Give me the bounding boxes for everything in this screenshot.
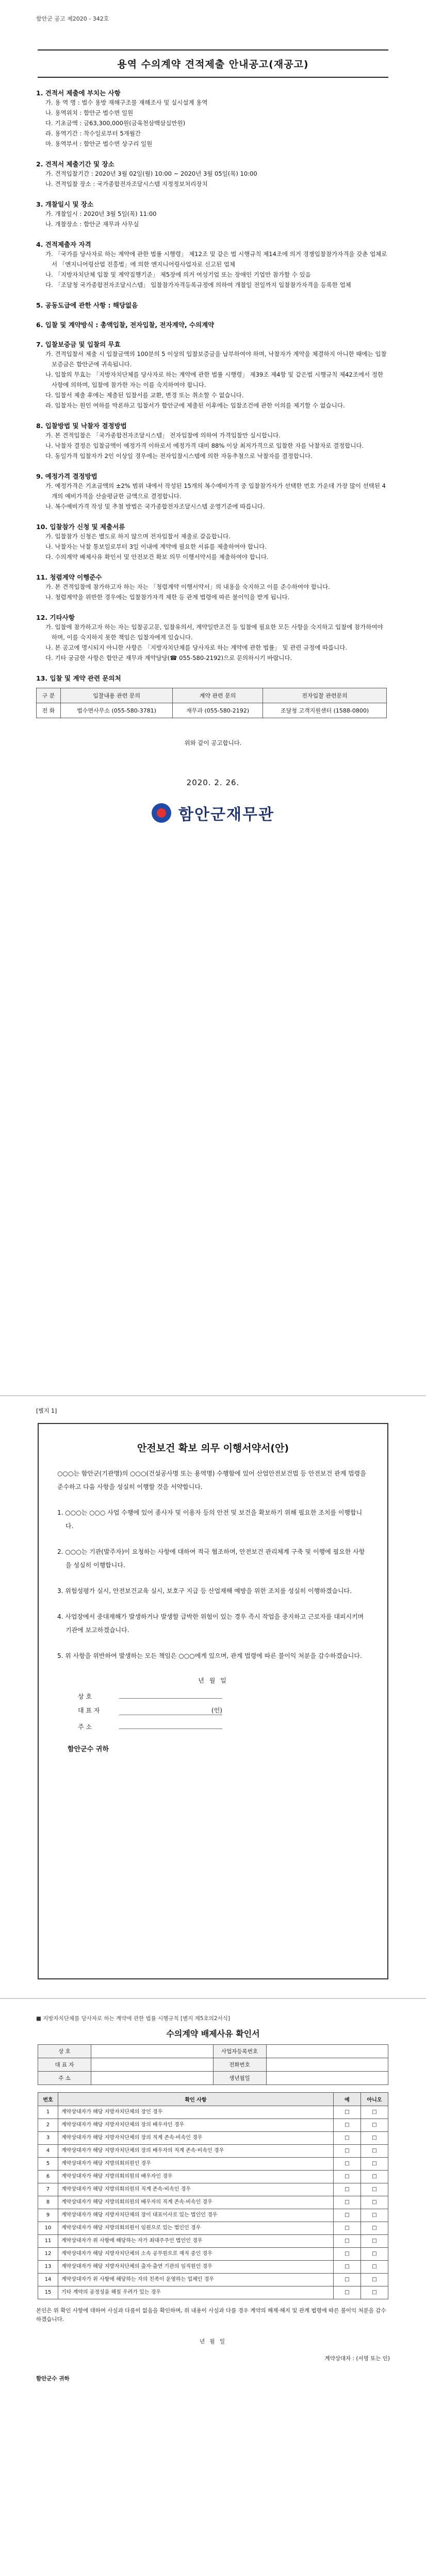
sign-value[interactable]: (인) [119, 1706, 222, 1715]
info-value[interactable] [266, 2045, 388, 2058]
info-value[interactable] [91, 2045, 214, 2058]
check-yes-box[interactable]: □ [334, 2196, 361, 2209]
check-item: 계약상대자가 해당 지방의회의원인 경우 [58, 2158, 334, 2171]
contact-header: 입찰내용 관련 문의 [61, 688, 173, 703]
check-item: 기타 계약의 공정성을 해칠 우려가 있는 경우 [58, 2286, 334, 2299]
info-value[interactable] [266, 2072, 388, 2085]
sign-label: 주 소 [78, 1723, 92, 1731]
closing-text: 위와 같이 공고합니다. [184, 739, 242, 747]
pledge-paragraph: ○○○는 함안군(기관명)의 ○○○(건설공사명 또는 용역명) 수행함에 있어 산업안전보건법 등 안전보건 관계 법령을 준수하고 다음 사항을 성실히 이행할 것을 서약합니다. [57, 1470, 366, 1490]
check-no-box[interactable]: □ [361, 2261, 388, 2274]
info-label: 생년월일 [213, 2072, 266, 2085]
check-number: 4 [38, 2145, 58, 2158]
check-item: 계약상대자가 해당 지방자치단체의 장인 경우 [58, 2106, 334, 2119]
check-item: 계약상대자가 해당 지방자치단체의 소속 공무원으로 재직 중인 경우 [58, 2248, 334, 2261]
section-line: 나. 낙찰자 결정은 입찰금액이 예정가격 이하로서 예정가격 대비 88% 이상 최저가격으로 입찰한 자를 낙찰자로 결정합니다. [45, 442, 364, 449]
check-item: 계약상대자가 해당 지방자치단체의 장의 배우자인 경우 [58, 2119, 334, 2132]
check-row [38, 2106, 388, 2119]
pledge-sign-date: 년 월 일 [198, 1677, 228, 1684]
check-no-box[interactable]: □ [361, 2209, 388, 2222]
check-number: 11 [38, 2235, 58, 2248]
section-line: 나. 입찰의 무효는 「지방자치단체를 당사자로 하는 계약에 관한 법률 시행령」 제39조 제4항 및 같은법 시행규칙 제42조에서 정한 사항에 의하며, 입찰에 참가한 자는 이를 숙지하여야 합니다. [45, 371, 383, 388]
check-item: 계약상대자가 해당 지방의회의원의 직계 존속·비속인 경우 [58, 2183, 334, 2196]
checklist-title: 수의계약 배제사유 확인서 [166, 2029, 260, 2039]
section-line: 나. 용역위치 : 함안군 법수면 일원 [45, 109, 134, 116]
check-number: 14 [38, 2274, 58, 2286]
check-item: 계약상대자가 해당 지방자치단체의 장이 대표이사로 있는 법인인 경우 [58, 2209, 334, 2222]
check-no-box[interactable]: □ [361, 2158, 388, 2171]
check-number: 7 [38, 2183, 58, 2196]
section-line: 나. 청렴계약을 위반한 경우에는 입찰참가자격 제한 등 관계 법령에 따른 불이익을 받게 됩니다. [45, 594, 290, 601]
contact-cell: 법수면사무소 (055-580-3781) [61, 703, 173, 718]
check-yes-box[interactable]: □ [334, 2183, 361, 2196]
check-item: 계약상대자가 해당 지방의회의원의 배우자인 경우 [58, 2171, 334, 2183]
section-line: 나. 개찰장소 : 함안군 재무과 사무실 [45, 221, 139, 228]
section-line: 가. 「국가를 당사자로 하는 계약에 관한 법률 시행령」 제12조 및 같은 법 시행규칙 제14조에 의거 경쟁입찰참가자격을 갖춘 업체로서 「엔지니어링산업 진흥법」에 의한 엔지니어링사업자로 신고된 업체 [45, 250, 387, 268]
confirmation-date: 년 월 일 [199, 2338, 227, 2345]
confirmation-signature: 계약상대자 : (서명 또는 인) [324, 2355, 390, 2362]
pledge-paragraph: 1. ○○○는 ○○○ 사업 수행에 있어 종사자 및 이용자 등의 안전 및 보건을 확보하기 위해 필요한 조치를 이행합니다. [57, 1509, 363, 1530]
check-item: 계약상대자가 해당 지방자치단체의 장의 배우자의 직계 존속·비속인 경우 [58, 2145, 334, 2158]
check-no-box[interactable]: □ [361, 2145, 388, 2158]
check-no-box[interactable]: □ [361, 2274, 388, 2286]
check-yes-box[interactable]: □ [334, 2145, 361, 2158]
check-no-box[interactable]: □ [361, 2286, 388, 2299]
contractor-info-table [38, 2044, 388, 2085]
check-no-box[interactable]: □ [361, 2171, 388, 2183]
pledge-title: 안전보건 확보 의무 이행서약서(안) [137, 1443, 289, 1454]
section-line: 다. 수의계약 배제사유 확인서 및 안전보건 확보 의무 이행서약서를 제출하여야 합니다. [45, 553, 269, 561]
check-row [38, 2119, 388, 2132]
contact-header: 구 분 [37, 688, 61, 703]
check-no-box[interactable]: □ [361, 2196, 388, 2209]
check-no-box[interactable]: □ [361, 2132, 388, 2145]
check-number: 15 [38, 2286, 58, 2299]
check-number: 9 [38, 2209, 58, 2222]
sign-label: 대 표 자 [78, 1707, 100, 1714]
check-header-row [38, 2093, 388, 2106]
section-heading: 1. 견적서 제출에 부치는 사항 [36, 89, 121, 97]
check-header: 확인 사항 [58, 2093, 334, 2106]
check-yes-box[interactable]: □ [334, 2209, 361, 2222]
notice-title: 용역 수의계약 견적제출 안내공고(재공고) [38, 49, 388, 78]
section-heading: 12. 기타사항 [36, 614, 75, 621]
county-emblem-icon [152, 803, 171, 823]
info-value[interactable] [266, 2058, 388, 2072]
section-line: 나. 본 공고에 명시되지 아니한 사항은 「지방자치단체를 당사자로 하는 계약에 관한 법률」 및 관련 규정에 따릅니다. [45, 644, 348, 651]
pledge-paragraph: 4. 사업장에서 중대재해가 발생하거나 발생할 급박한 위험이 있는 경우 즉시 작업을 중지하고 근로자를 대피시키며 기관에 보고하겠습니다. [57, 1613, 364, 1634]
section-heading: 7. 입찰보증금 및 입찰의 무효 [36, 341, 121, 348]
check-row [38, 2196, 388, 2209]
info-label: 주 소 [38, 2072, 91, 2085]
issuer-block [36, 802, 390, 824]
check-item: 계약상대자가 위 사항에 해당하는 자의 친족이 운영하는 업체인 경우 [58, 2274, 334, 2286]
check-yes-box[interactable]: □ [334, 2235, 361, 2248]
check-number: 13 [38, 2261, 58, 2274]
section-heading: 2. 견적서 제출기간 및 장소 [36, 160, 114, 168]
check-no-box[interactable]: □ [361, 2222, 388, 2235]
contact-cell: 조달청 고객지원센터 (1588-0800) [263, 703, 387, 718]
pledge-paragraph: 3. 위험성평가 실시, 안전보건교육 실시, 보호구 지급 등 산업재해 예방을 위한 조치를 성실히 이행하겠습니다. [57, 1587, 352, 1595]
check-number: 3 [38, 2132, 58, 2145]
section-line: 라. 용역기간 : 착수일로부터 5개월간 [45, 130, 141, 137]
section-line: 가. 견적입찰서 제출 시 입찰금액의 100분의 5 이상의 입찰보증금을 납부하여야 하며, 낙찰자가 계약을 체결하지 아니한 때에는 입찰보증금은 함안군에 귀속됩니다. [45, 350, 387, 368]
notice-sections [36, 88, 390, 663]
section-line: 가. 입찰에 참가하고자 하는 자는 입찰공고문, 입찰유의서, 계약일반조건 등 입찰에 필요한 모든 사항을 숙지하고 입찰에 참가하여야 하며, 이를 숙지하지 못한 책임은 입찰자에게 있습니다. [45, 623, 383, 641]
section-line: 나. 복수예비가격 작성 및 추첨 방법은 국가종합전자조달시스템 운영기준에 따릅니다. [45, 503, 265, 510]
section-heading: 5. 공동도급에 관한 사항 : 해당없음 [36, 301, 138, 309]
contact-heading: 13. 입찰 및 계약 관련 문의처 [36, 674, 121, 682]
check-row [38, 2286, 388, 2299]
check-row [38, 2209, 388, 2222]
check-row [38, 2248, 388, 2261]
check-number: 6 [38, 2171, 58, 2183]
check-row [38, 2171, 388, 2183]
check-number: 8 [38, 2196, 58, 2209]
check-header: 번호 [38, 2093, 58, 2106]
contact-cell: 재무과 (055-580-2192) [173, 703, 263, 718]
check-row [38, 2132, 388, 2145]
section-heading: 11. 청렴계약 이행준수 [36, 573, 102, 581]
section-line: 가. 개찰일시 : 2020년 3월 5일(목) 11:00 [45, 210, 157, 217]
section-line: 나. 견적입찰 장소 : 국가종합전자조달시스템 지정정보처리장치 [45, 180, 208, 188]
section-heading: 8. 입찰방법 및 낙찰자 결정방법 [36, 422, 127, 430]
sign-value[interactable] [119, 1690, 222, 1699]
check-yes-box[interactable]: □ [334, 2222, 361, 2235]
check-no-box[interactable]: □ [361, 2248, 388, 2261]
confirmation-note: 본인은 위 확인 사항에 대하여 사실과 다름이 없음을 확인하며, 위 내용이 사실과 다를 경우 계약의 해제·해지 및 관계 법령에 따른 불이익 처분을 감수하겠습니다. [36, 2308, 386, 2323]
check-row [38, 2222, 388, 2235]
section-heading: 3. 개찰일시 및 장소 [36, 200, 94, 208]
sign-value[interactable] [119, 1720, 222, 1729]
info-label: 전화번호 [213, 2058, 266, 2072]
check-item: 계약상대자가 해당 지방자치단체의 출자·출연 기관의 임직원인 경우 [58, 2261, 334, 2274]
info-row [38, 2058, 388, 2072]
check-row [38, 2183, 388, 2196]
check-no-box[interactable]: □ [361, 2106, 388, 2119]
info-label: 상 호 [38, 2045, 91, 2058]
form-reference: ■ 지방자치단체를 당사자로 하는 계약에 관한 법률 시행규칙 [별지 제5호의2서식] [36, 2015, 230, 2022]
check-row [38, 2158, 388, 2171]
check-yes-box[interactable]: □ [334, 2106, 361, 2119]
section-line: 다. 동일가격 입찰자가 2인 이상일 경우에는 전자입찰시스템에 의한 자동추첨으로 낙찰자를 결정합니다. [45, 452, 313, 460]
check-yes-box[interactable]: □ [334, 2248, 361, 2261]
pledge-page [0, 1396, 426, 1999]
section-heading: 10. 입찰참가 신청 및 제출서류 [36, 523, 125, 531]
check-number: 12 [38, 2248, 58, 2261]
pledge-paragraph: 5. 위 사항을 위반하여 발생하는 모든 책임은 ○○○에게 있으며, 관계 법령에 따른 불이익 처분을 감수하겠습니다. [57, 1652, 362, 1659]
check-number: 10 [38, 2222, 58, 2235]
pledge-frame [38, 1423, 388, 1979]
section-line: 가. 용 역 명 : 법수 용방 재해구조물 재해조사 및 실시설계 용역 [45, 99, 208, 106]
notice-number: 함안군 공고 제2020 - 342호 [36, 15, 109, 22]
pledge-sign-block [57, 1690, 369, 1731]
contact-row [37, 703, 387, 718]
section-heading: 6. 입찰 및 계약방식 : 총액입찰, 전자입찰, 전자계약, 수의계약 [36, 321, 215, 329]
sign-row [78, 1690, 369, 1701]
info-row [38, 2045, 388, 2058]
sign-row [78, 1706, 369, 1715]
check-number: 5 [38, 2158, 58, 2171]
check-yes-box[interactable]: □ [334, 2171, 361, 2183]
contact-header: 전자입찰 관련문의 [263, 688, 387, 703]
check-yes-box[interactable]: □ [334, 2158, 361, 2171]
contact-cell: 전 화 [37, 703, 61, 718]
check-number: 1 [38, 2106, 58, 2119]
checklist-page [0, 1999, 426, 2576]
section-line: 가. 견적입찰기간 : 2020년 3월 02일(월) 10:00 ~ 2020년 3월 05일(목) 10:00 [45, 170, 257, 177]
check-yes-box[interactable]: □ [334, 2286, 361, 2299]
attachment-label: [별지 1] [36, 1408, 57, 1414]
section-heading: 4. 견적제출자 자격 [36, 241, 91, 248]
check-yes-box[interactable]: □ [334, 2261, 361, 2274]
check-item: 계약상대자가 해당 지방의회의원이 임원으로 있는 법인인 경우 [58, 2222, 334, 2235]
check-yes-box[interactable]: □ [334, 2119, 361, 2132]
check-item: 계약상대자가 위 사항에 해당하는 자가 최대주주인 법인인 경우 [58, 2235, 334, 2248]
section-line: 가. 본 견적입찰은 「국가종합전자조달시스템」 전자입찰에 의하여 가격입찰만 실시합니다. [45, 432, 281, 439]
check-no-box[interactable]: □ [361, 2119, 388, 2132]
section-line: 라. 입찰자는 원인 여하를 막론하고 입찰서가 함안군에 제출된 이후에는 입찰조건에 관한 이의를 제기할 수 없습니다. [45, 402, 345, 409]
section-line: 다. 기타 궁금한 사항은 함안군 재무과 계약담당(☎ 055-580-2192)으로 문의하시기 바랍니다. [45, 654, 292, 662]
section-line: 가. 입찰참가 신청은 별도로 하지 않으며 전자입찰서 제출로 갈음합니다. [45, 533, 231, 540]
section-line: 다. 기초금액 : 금63,300,000원(금육천삼백삼십만원) [45, 120, 186, 127]
section-line: 마. 용역부서 : 함안군 법수면 상구리 일원 [45, 140, 153, 147]
check-header: 예 [334, 2093, 361, 2106]
section-line: 다. 「조달청 국가종합전자조달시스템」 입찰참가자격등록규정에 의하여 개찰일 전일까지 입찰참가자격을 등록한 업체 [45, 281, 351, 289]
sign-row [78, 1720, 369, 1731]
sign-label: 상 호 [78, 1693, 92, 1700]
pledge-recipient: 함안군수 귀하 [68, 1745, 109, 1753]
info-label: 대 표 자 [38, 2058, 91, 2072]
section-line: 다. 입찰서 제출 후에는 제출된 입찰서를 교환, 변경 또는 취소할 수 없습니다. [45, 392, 244, 399]
check-no-box[interactable]: □ [361, 2183, 388, 2196]
check-number: 2 [38, 2119, 58, 2132]
exclusion-check-table [38, 2092, 388, 2299]
info-row [38, 2072, 388, 2085]
check-header: 아니오 [361, 2093, 388, 2106]
check-yes-box[interactable]: □ [334, 2274, 361, 2286]
section-line: 나. 「지방자치단체 입찰 및 계약집행기준」 제5장에 의거 여성기업 또는 장애인 기업만 참가할 수 있음 [45, 271, 311, 278]
contact-table [36, 688, 387, 718]
contact-header-row [37, 688, 387, 703]
issuer-name: 함안군재무관 [178, 806, 274, 824]
info-label: 사업자등록번호 [213, 2045, 266, 2058]
check-yes-box[interactable]: □ [334, 2132, 361, 2145]
section-line: 가. 예정가격은 기초금액의 ±2% 범위 내에서 작성된 15개의 복수예비가격 중 입찰참가자가 선택한 번호 가운데 가장 많이 선택된 4개의 예비가격을 산술평균한 금액으로 결정합니다. [45, 482, 386, 500]
pledge-paragraph: 2. ○○○는 기관(발주자)이 요청하는 사항에 대하여 적극 협조하며, 안전보건 관리체계 구축 및 이행에 필요한 사항을 성실히 이행합니다. [57, 1548, 365, 1569]
contact-header: 계약 관련 문의 [173, 688, 263, 703]
section-heading: 9. 예정가격 결정방법 [36, 472, 97, 480]
check-row [38, 2145, 388, 2158]
check-row [38, 2274, 388, 2286]
pledge-body [57, 1467, 369, 1663]
notice-date: 2020. 2. 26. [186, 778, 240, 787]
confirmation-recipient: 함안군수 귀하 [36, 2376, 70, 2382]
check-item: 계약상대자가 해당 지방의회의원의 배우자의 직계 존속·비속인 경우 [58, 2196, 334, 2209]
section-line: 나. 낙찰자는 낙찰 통보일로부터 3일 이내에 계약에 필요한 서류를 제출하여야 합니다. [45, 543, 267, 550]
check-no-box[interactable]: □ [361, 2235, 388, 2248]
check-row [38, 2261, 388, 2274]
info-value[interactable] [91, 2072, 214, 2085]
section-line: 가. 본 견적입찰에 참가하고자 하는 자는 「청렴계약 이행서약서」의 내용을 숙지하고 이를 준수하여야 합니다. [45, 583, 330, 590]
check-item: 계약상대자가 해당 지방자치단체의 장의 직계 존속·비속인 경우 [58, 2132, 334, 2145]
info-value[interactable] [91, 2058, 214, 2072]
check-row [38, 2235, 388, 2248]
